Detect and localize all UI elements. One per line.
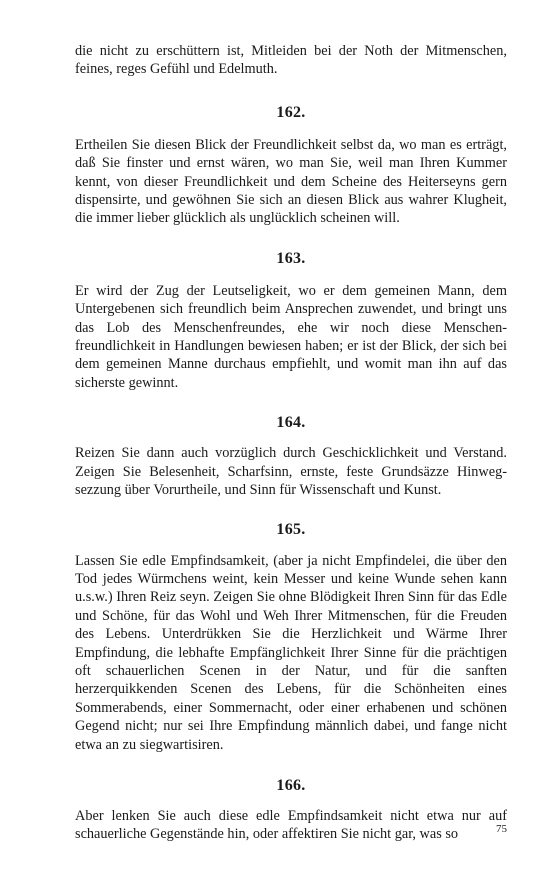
section-text-162: Ertheilen Sie diesen Blick der Freundlichkeit selbst da, wo man es erträgt, daß Sie finster und ernst wären, wo man Sie, weil man Ihren Kummer kennt, von dieser Freundlichkeit und dem Scheine des Heiterseyns gern dispensirte, und gewöhnen Sie sich an diesen Blick aus wahrer Klugheit, die immer lieber glücklich als unglücklich scheinen will. bbox=[75, 136, 507, 227]
section-text-164: Reizen Sie dann auch vorzüglich durch Geschicklichkeit und Verstand. Zeigen Sie Belesenheit, Scharfsinn, ernste, feste Grundsäzze Hinwegsezzung über Vorurtheile, und Sinn für Wissenschaft und Kunst. bbox=[75, 445, 507, 499]
intro-paragraph: die nicht zu erschüttern ist, Mitleiden bei der Noth der Mitmenschen, feines, reges Gefühl und Edelmuth. bbox=[75, 43, 507, 78]
section-number-164: 164. bbox=[276, 414, 306, 432]
section-text-165: Lassen Sie edle Empfindsamkeit, (aber ja nicht Empfindelei, die über den Tod jedes Würmchens weint, kein Messer und keine Wunde sehen kann u.s.w.) Ihren Reiz seyn. Zeigen Sie ohne Blödigkeit Ihren Sinn für das Edle und Schöne, für das Wohl und Weh Ihrer Mitmenschen, für die Freuden des Lebens. Unterdrükken Sie die Herzlichkeit und Wärme Ihrer Empfindung, die lebhafte Empfänglichkeit Ihrer Sinne für die prächtigen oft schauerlichen Scenen in der Natur, und für die sanften herzerquikkenden Scenen des Lebens, für die Schönheiten eines Sommerabends, einer Sommernacht, oder einer erhabenen und schönen Gegend nicht; nur sei Ihre Empfindung männlich dabei, und fange nicht etwa an zu siegwartisiren. bbox=[75, 552, 507, 753]
section-text-163: Er wird der Zug der Leutseligkeit, wo er dem gemeinen Mann, dem Untergebenen sich freundlich beim Ansprechen zuwendet, und bringt uns das Lob des Menschenfreundes, ehe wir noch diese Menschenfreundlichkeit in Handlungen bewiesen haben; er ist der Blick, der sich bei dem gemeinen Manne durchaus empfiehlt, und womit man ihn auf das sicherste gewinnt. bbox=[75, 282, 507, 391]
section-number-162: 162. bbox=[276, 103, 306, 121]
section-number-163: 163. bbox=[276, 249, 306, 267]
page-number: 75 bbox=[496, 823, 507, 835]
section-number-165: 165. bbox=[276, 520, 306, 538]
page-body bbox=[75, 42, 507, 844]
section-text-166: Aber lenken Sie auch diese edle Empfindsamkeit nicht etwa nur auf schauerliche Gegenstände hin, oder affektiren Sie nicht gar, was so bbox=[75, 807, 507, 843]
section-number-166: 166. bbox=[276, 776, 306, 794]
